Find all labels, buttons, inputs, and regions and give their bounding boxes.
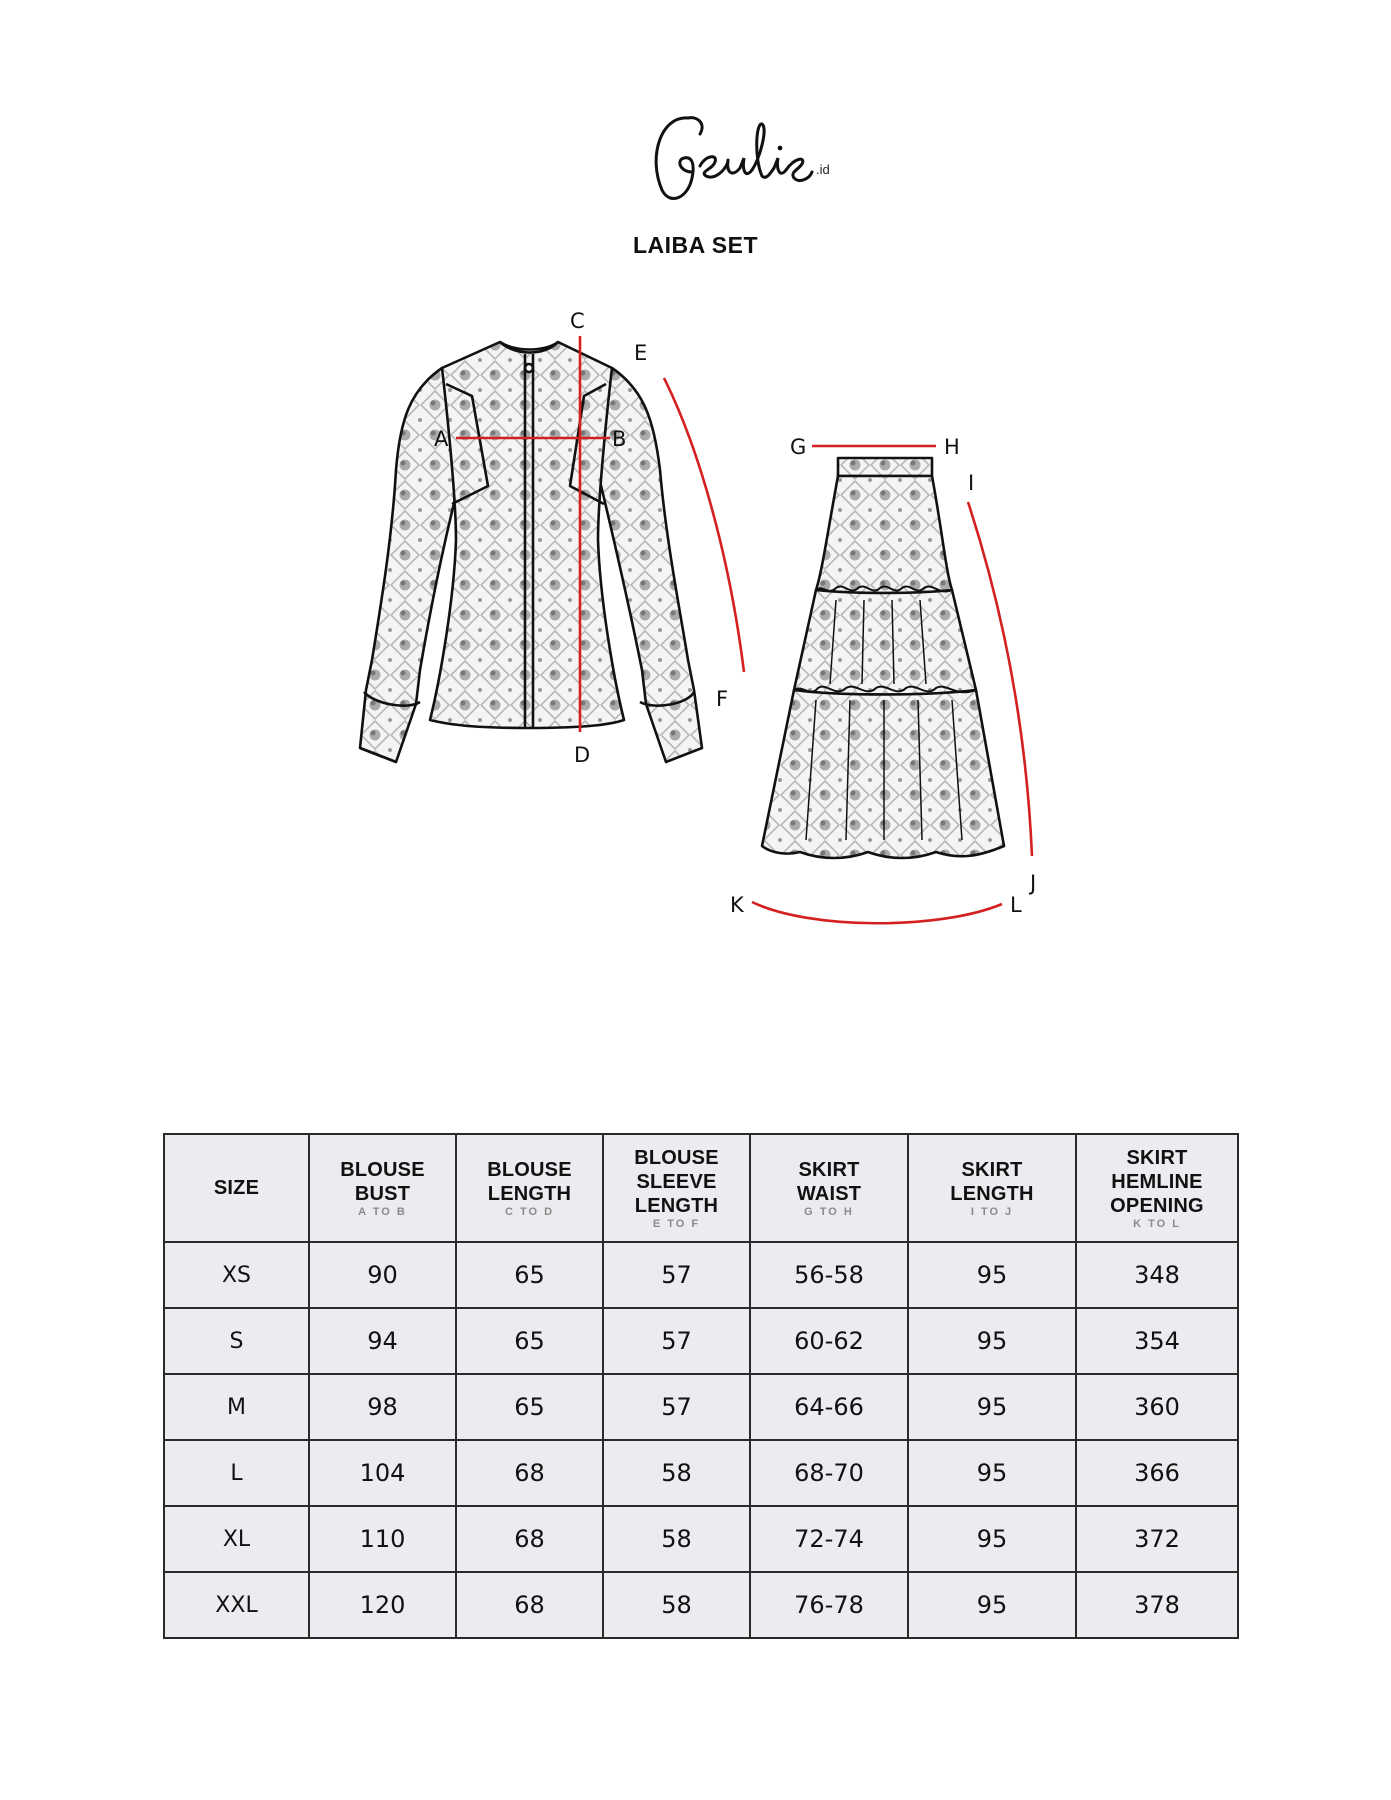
table-row <box>164 1308 1238 1374</box>
table-cell: 95 <box>908 1374 1076 1440</box>
table-row <box>164 1572 1238 1638</box>
table-cell: 104 <box>309 1440 456 1506</box>
point-label-j: J <box>1030 871 1037 895</box>
table-cell: 95 <box>908 1506 1076 1572</box>
brand-logo-script <box>640 98 840 218</box>
point-label-c: C <box>570 309 585 333</box>
column-code: G TO H <box>804 1205 854 1218</box>
table-cell: 372 <box>1076 1506 1238 1572</box>
column-header-blouse-length: BLOUSE LENGTH C TO D <box>456 1134 603 1242</box>
table-cell: 65 <box>456 1308 603 1374</box>
column-header-blouse-sleeve-length: BLOUSE SLEEVE LENGTH E TO F <box>603 1134 750 1242</box>
table-cell: 348 <box>1076 1242 1238 1308</box>
point-label-b: B <box>612 427 627 451</box>
table-cell: 57 <box>603 1242 750 1308</box>
column-code: K TO L <box>1133 1217 1181 1230</box>
table-cell: 56-58 <box>750 1242 908 1308</box>
table-cell: 65 <box>456 1374 603 1440</box>
table-cell: 95 <box>908 1308 1076 1374</box>
table-row <box>164 1440 1238 1506</box>
table-row <box>164 1506 1238 1572</box>
brand-logo <box>640 98 840 218</box>
table-cell: 378 <box>1076 1572 1238 1638</box>
table-cell: 95 <box>908 1242 1076 1308</box>
table-cell: 60-62 <box>750 1308 908 1374</box>
point-label-h: H <box>944 435 960 459</box>
column-header-skirt-waist: SKIRT WAIST G TO H <box>750 1134 908 1242</box>
table-cell: 72-74 <box>750 1506 908 1572</box>
point-label-e: E <box>634 341 648 365</box>
column-code: E TO F <box>652 1217 701 1230</box>
skirt-drawing <box>762 458 1004 858</box>
table-cell-size: L <box>164 1440 309 1506</box>
column-header-size: SIZE <box>164 1134 309 1242</box>
point-label-i: I <box>968 471 975 495</box>
table-header-row <box>164 1134 1238 1242</box>
table-cell-size: XS <box>164 1242 309 1308</box>
table-row <box>164 1242 1238 1308</box>
point-label-f: F <box>716 687 729 711</box>
column-code: C TO D <box>504 1205 555 1218</box>
table-cell: 366 <box>1076 1440 1238 1506</box>
table-cell: 57 <box>603 1308 750 1374</box>
table-cell: 94 <box>309 1308 456 1374</box>
blouse-drawing <box>360 342 702 762</box>
product-title: LAIBA SET <box>632 232 759 258</box>
table-cell: 95 <box>908 1572 1076 1638</box>
point-label-a: A <box>434 427 449 451</box>
table-cell: 58 <box>603 1440 750 1506</box>
table-cell: 98 <box>309 1374 456 1440</box>
column-code: A TO B <box>358 1205 407 1218</box>
column-code: I TO J <box>970 1205 1014 1218</box>
garment-illustration <box>0 300 1391 1020</box>
table-cell: 110 <box>309 1506 456 1572</box>
table-cell: 120 <box>309 1572 456 1638</box>
table-cell: 58 <box>603 1506 750 1572</box>
table-cell: 57 <box>603 1374 750 1440</box>
skirt-hemline-measure-line <box>752 902 1002 923</box>
point-label-k: K <box>730 893 744 917</box>
size-chart-table <box>163 1133 1239 1639</box>
table-cell: 76-78 <box>750 1572 908 1638</box>
table-cell-size: XL <box>164 1506 309 1572</box>
column-header-skirt-hemline-opening: SKIRT HEMLINE OPENING K TO L <box>1076 1134 1238 1242</box>
table-cell: 65 <box>456 1242 603 1308</box>
table-cell: 90 <box>309 1242 456 1308</box>
table-cell-size: M <box>164 1374 309 1440</box>
table-cell-size: XXL <box>164 1572 309 1638</box>
table-cell: 68-70 <box>750 1440 908 1506</box>
point-label-l: L <box>1010 893 1022 917</box>
table-cell: 360 <box>1076 1374 1238 1440</box>
column-header-blouse-bust: BLOUSE BUST A TO B <box>309 1134 456 1242</box>
table-cell-size: S <box>164 1308 309 1374</box>
table-cell: 64-66 <box>750 1374 908 1440</box>
brand-logo-suffix: .id <box>816 162 830 177</box>
table-cell: 68 <box>456 1506 603 1572</box>
table-cell: 354 <box>1076 1308 1238 1374</box>
table-cell: 68 <box>456 1572 603 1638</box>
table-cell: 95 <box>908 1440 1076 1506</box>
point-label-d: D <box>574 743 591 767</box>
table-row <box>164 1374 1238 1440</box>
garment-illustration-svg <box>0 300 1391 1020</box>
table-cell: 58 <box>603 1572 750 1638</box>
column-header-skirt-length: SKIRT LENGTH I TO J <box>908 1134 1076 1242</box>
table-cell: 68 <box>456 1440 603 1506</box>
point-label-g: G <box>790 435 807 459</box>
